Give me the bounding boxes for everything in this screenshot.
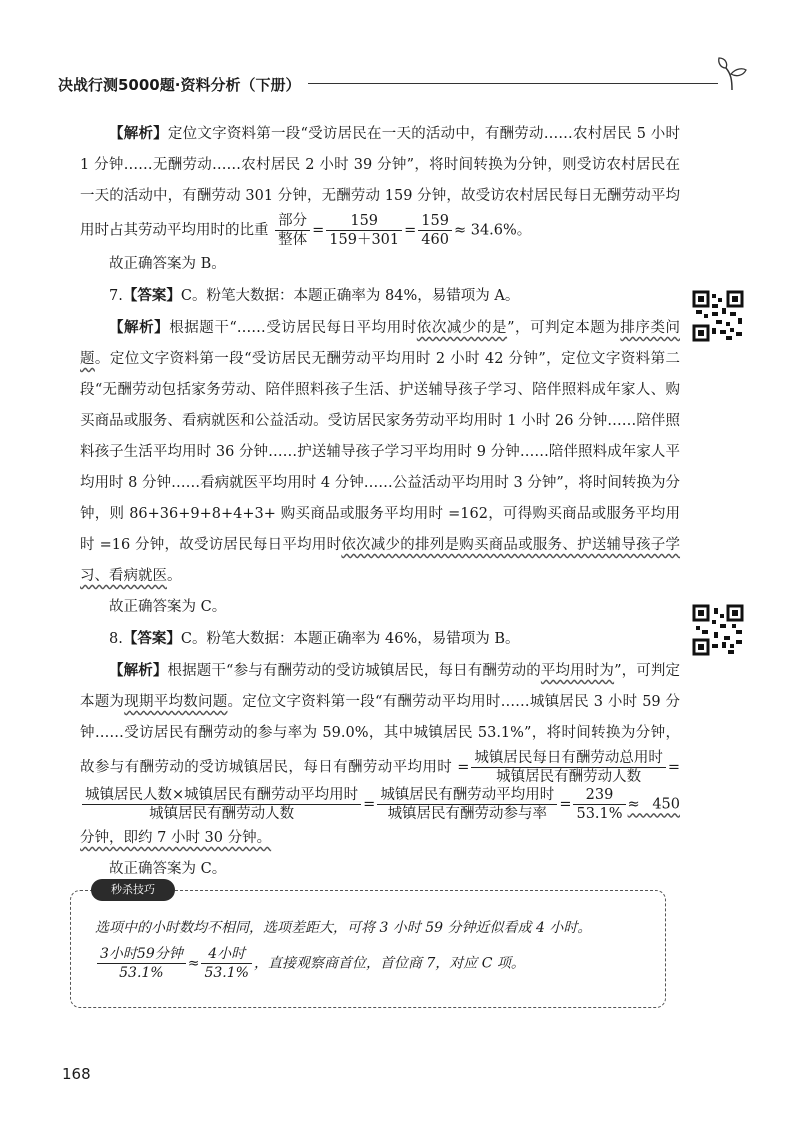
- tips-badge: 秒杀技巧: [91, 879, 175, 901]
- tips-text: 选项中的小时数均不相同，选项差距大，可将 3 小时 59 分钟近似看成 4 小时。 $\frac{\text{3小时59分钟}}{53.1\%}$ ≈ $\frac{\text{4小时}}{53.1\%}$ ，直接观察商首位，首位商 7，对应 C 项。: [95, 920, 592, 981]
- fraction: $\frac{159}{460}$: [418, 212, 452, 249]
- q7-analysis: 【解析】根据题干“……受访居民每日平均用时依次减少的是”，可判定本题为排序类问题。定位文字资料第一段“受访居民无酬劳动平均用时 2 小时 42 分钟”，定位文字资料第二段“无酬劳动包括家务劳动、陪伴照料孩子生活、护送辅导孩子学习、陪伴照料成年家人、购买商品或服务、看病就医和公益活动。受访居民家务劳动平均用时 1 小时 26 分钟……陪伴照料孩子生活平均用时 36 分钟……护送辅导孩子学习平均用时 9 分钟……陪伴照料成年家人平均用时 8 分钟……看病就医平均用时 4 分钟……公益活动平均用时 3 分钟”，将时间转换为分钟，则 86+36+9+8+4+3+ 购买商品或服务平均用时 =162，可得购买商品或服务平均用时 =16 分钟，故受访居民每日平均用时依次减少的排列是购买商品或服务、护送辅导孩子学习、看病就医。: [80, 319, 681, 584]
- page-number: 168: [62, 1065, 91, 1083]
- tips-box: [70, 883, 666, 1008]
- fraction: $\frac{159}{159+301}$: [326, 212, 402, 249]
- q7-conclusion: 故正确答案为 C。: [109, 599, 227, 615]
- header-rule: [308, 83, 718, 84]
- qr-code-icon[interactable]: [692, 604, 744, 656]
- main-content: [80, 118, 680, 885]
- q8-conclusion: 故正确答案为 C。: [109, 861, 227, 877]
- q6-analysis: 【解析】定位文字资料第一段“受访居民在一天的活动中，有酬劳动……农村居民 5 小时 1 分钟……无酬劳动……农村居民 2 小时 39 分钟”，将时间转换为分钟，则受访农村居民在一天的活动中，有酬劳动 301 分钟，无酬劳动 159 分钟，故受访农村居民每日无酬劳动平均用时占其劳动平均用时的比重 $\frac{\text{部分}}{\text{整体}}$ = $\frac{159}{159+301}$ = $\frac{159}{460}$ ≈ 34.6%。: [80, 125, 681, 248]
- q6-conclusion: 故正确答案为 B。: [109, 256, 226, 272]
- q8-analysis: 【解析】根据题干“参与有酬劳动的受访城镇居民，每日有酬劳动的平均用时为”，可判定本题为现期平均数问题。定位文字资料第一段“有酬劳动平均用时……城镇居民 3 小时 59 分钟……受访居民有酬劳动的参与率为 59.0%，其中城镇居民 53.1%”，将时间转换为分钟，故参与有酬劳动的受访城镇居民，每日有酬劳动平均用时 = $\frac{\text{城镇居民每日有酬劳动总用时}}{\text{城镇居民有酬劳动人数}}$ = $\frac{\text{城镇居民人数×城镇居民有酬劳动平均用时}}{\text{城镇居民有酬劳动人数}}$ = $\frac{\text{城镇居民有酬劳动平均用时}}{\text{城镇居民有酬劳动参与率}}$ = $\frac{239}{53.1\%}$ ≈ 450 分钟，即约 7 小时 30 分钟。: [80, 662, 681, 846]
- fraction: $\frac{\text{部分}}{\text{整体}}$: [275, 212, 310, 249]
- qr-code-icon[interactable]: [692, 290, 744, 342]
- fraction: $\frac{\text{城镇居民人数×城镇居民有酬劳动平均用时}}{\text{城镇居民有酬劳动人数}}$: [82, 786, 361, 823]
- q7-answer: 7.【答案】C。粉笔大数据：本题正确率为 84%，易错项为 A。: [109, 287, 520, 304]
- fraction: $\frac{\text{4小时}}{53.1\%}$: [201, 945, 251, 982]
- fraction: $\frac{\text{3小时59分钟}}{53.1\%}$: [97, 945, 186, 982]
- sprout-icon: [716, 56, 748, 90]
- page-header: [58, 70, 748, 98]
- fraction: $\frac{\text{城镇居民有酬劳动平均用时}}{\text{城镇居民有酬劳动参与率}}$: [377, 786, 557, 823]
- fraction: $\frac{\text{城镇居民每日有酬劳动总用时}}{\text{城镇居民有酬劳动人数}}$: [471, 749, 666, 786]
- q8-answer: 8.【答案】C。粉笔大数据：本题正确率为 46%，易错项为 B。: [109, 630, 520, 647]
- book-title: 决战行测5000题·资料分析（下册）: [58, 76, 301, 94]
- fraction: $\frac{239}{53.1\%}$: [573, 786, 625, 823]
